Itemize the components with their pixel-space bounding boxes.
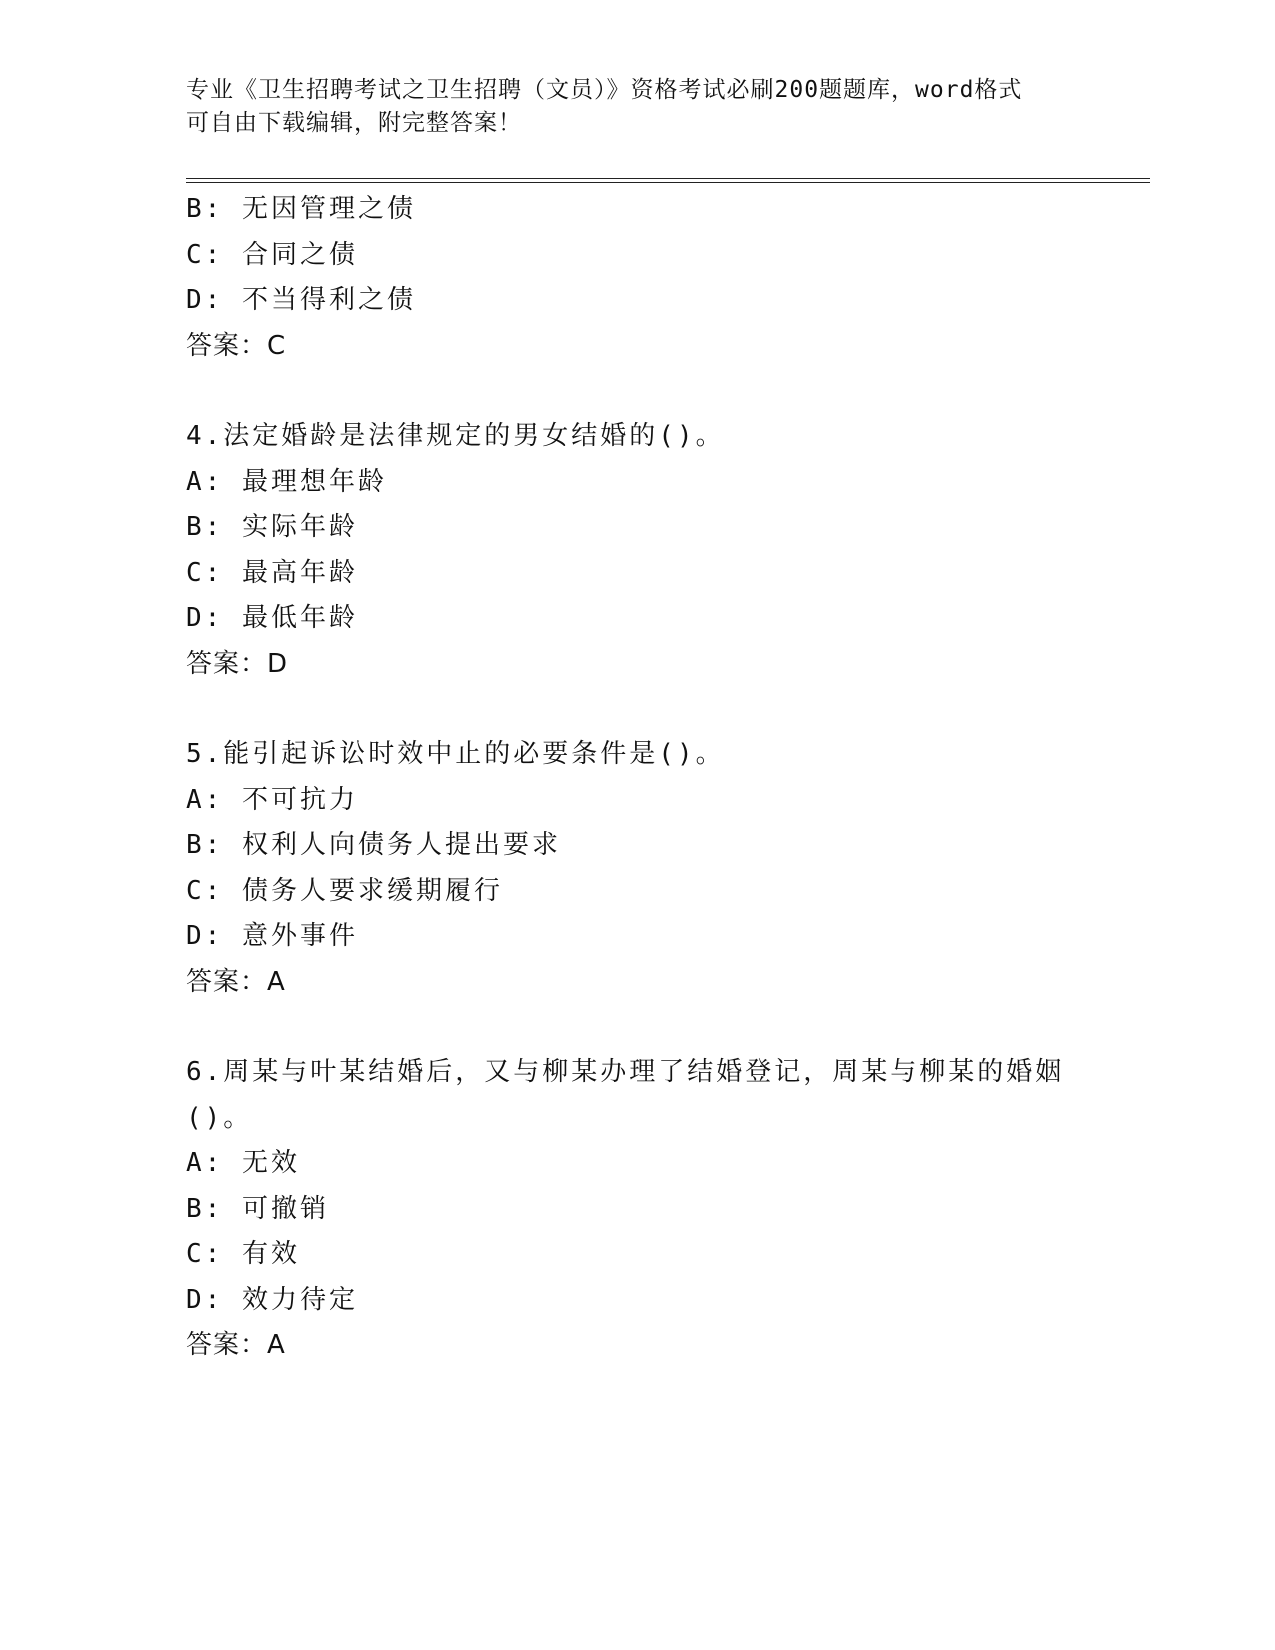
option-a: A: 不可抗力 bbox=[186, 784, 358, 815]
answer-value: D bbox=[267, 648, 291, 679]
answer-value: C bbox=[267, 330, 289, 361]
answer-line bbox=[186, 642, 1086, 688]
header-divider-top bbox=[186, 178, 1150, 179]
option-d: D: 意外事件 bbox=[186, 921, 358, 951]
option-c: C: 有效 bbox=[186, 1239, 300, 1269]
answer-line bbox=[186, 324, 1086, 370]
option-b: B: 无因管理之债 bbox=[186, 194, 416, 224]
option-b: B: 权利人向债务人提出要求 bbox=[186, 830, 561, 860]
answer-label: 答案： bbox=[186, 1330, 268, 1360]
answer-value: A bbox=[267, 966, 288, 997]
answer-label: 答案： bbox=[186, 330, 268, 361]
option-d: D: 最低年龄 bbox=[186, 603, 358, 633]
header-divider-bottom bbox=[186, 182, 1150, 183]
question-text: 5.能引起诉讼时效中止的必要条件是()。 bbox=[186, 739, 725, 769]
question-block-5 bbox=[186, 732, 1086, 1005]
question-block-6 bbox=[186, 1050, 1086, 1369]
option-d: D: 效力待定 bbox=[186, 1284, 358, 1315]
option-c: C: 债务人要求缓期履行 bbox=[186, 875, 503, 906]
header-line-2: 可自由下载编辑，附完整答案！ bbox=[186, 110, 522, 136]
answer-line bbox=[186, 960, 1086, 1006]
option-b: B: 可撤销 bbox=[186, 1193, 329, 1224]
answer-value: A bbox=[267, 1330, 288, 1360]
option-a: A: 最理想年龄 bbox=[186, 466, 387, 497]
option-a: A: 无效 bbox=[186, 1148, 300, 1178]
question-list bbox=[186, 187, 1086, 1369]
question-text-line-1: 6.周某与叶某结婚后，又与柳某办理了结婚登记，周某与柳某的婚姻 bbox=[186, 1057, 1065, 1087]
option-c: C: 合同之债 bbox=[186, 239, 358, 270]
question-block-4 bbox=[186, 414, 1086, 687]
question-block-3 bbox=[186, 187, 1086, 369]
option-d: D: 不当得利之债 bbox=[186, 285, 416, 315]
answer-label: 答案： bbox=[186, 966, 268, 997]
question-text-line-2: ()。 bbox=[186, 1102, 253, 1133]
option-c: C: 最高年龄 bbox=[186, 557, 358, 588]
question-text: 4.法定婚龄是法律规定的男女结婚的()。 bbox=[186, 421, 725, 451]
document-header bbox=[186, 74, 1066, 140]
answer-line bbox=[186, 1323, 1086, 1369]
answer-label: 答案： bbox=[186, 648, 268, 679]
header-line-1: 专业《卫生招聘考试之卫生招聘（文员）》资格考试必刷200题题库，word格式 bbox=[186, 77, 1023, 103]
option-b: B: 实际年龄 bbox=[186, 512, 358, 542]
